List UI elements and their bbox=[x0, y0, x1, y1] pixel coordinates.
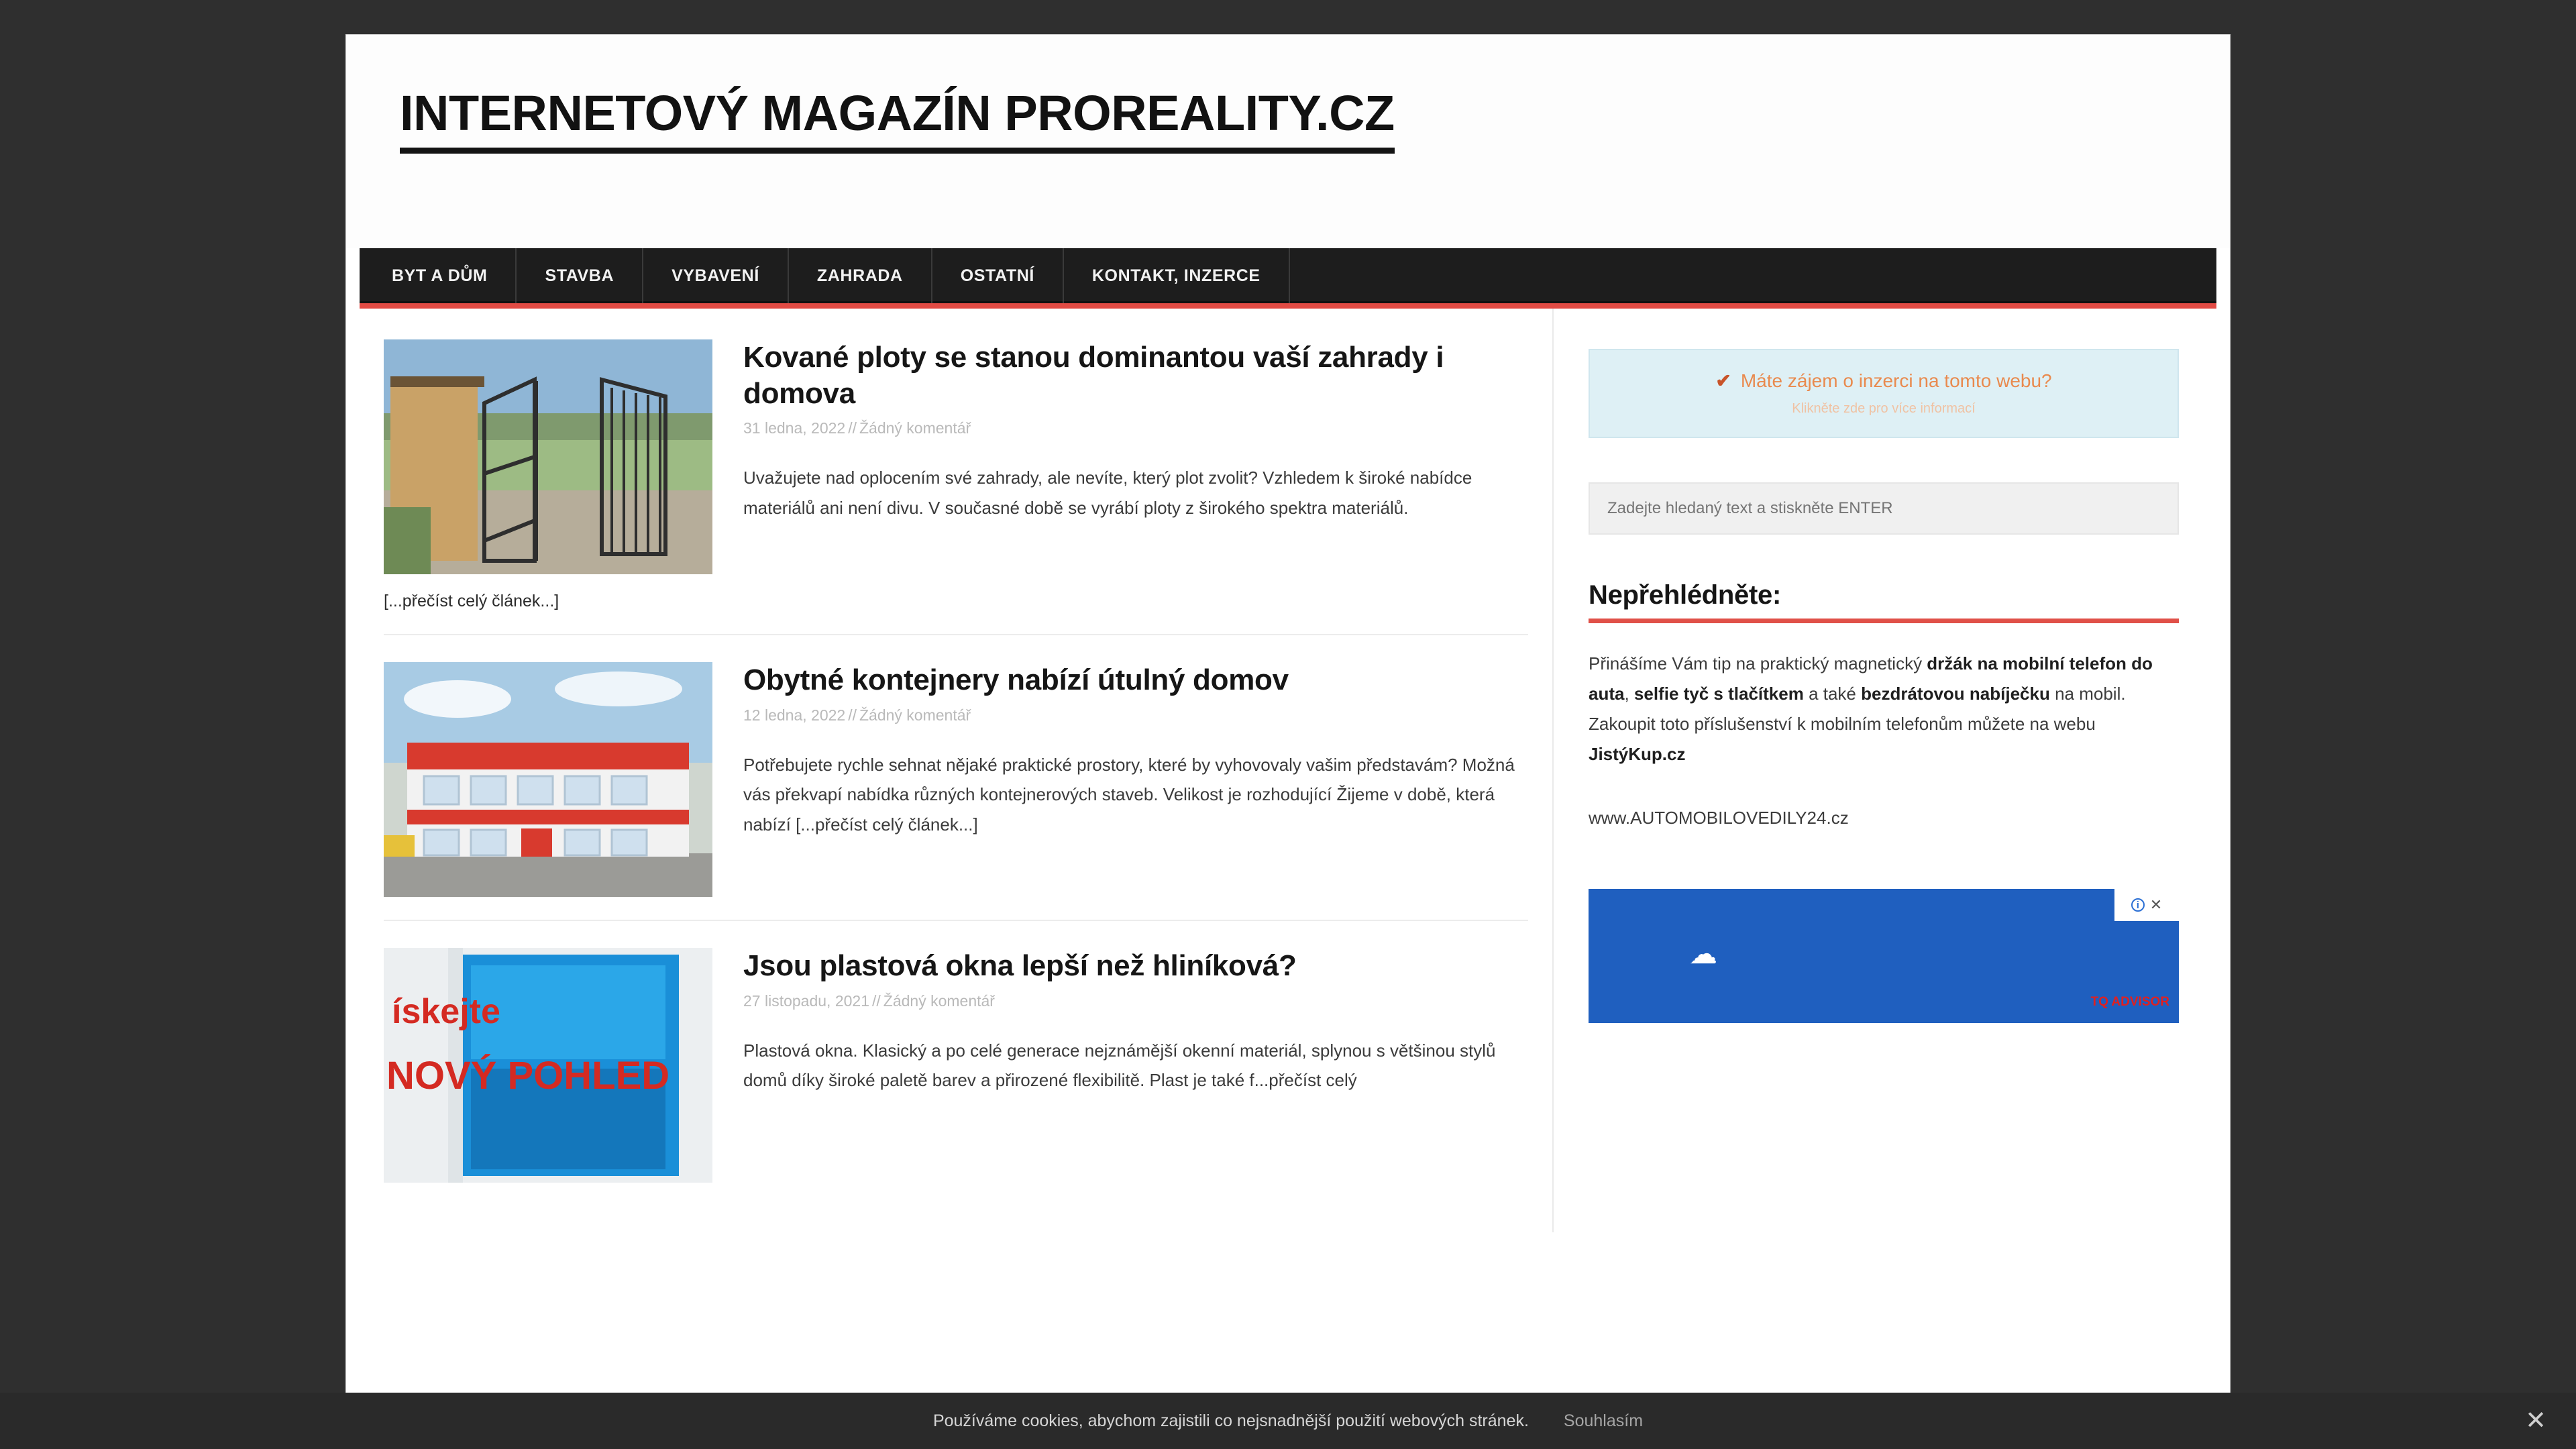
cookie-consent-bar bbox=[0, 1393, 2576, 1449]
article-meta bbox=[743, 992, 1528, 1010]
meta-separator: // bbox=[872, 991, 881, 1010]
article-thumb-column bbox=[384, 662, 712, 897]
article-excerpt: Plastová okna. Klasický a po celé generace nejznámější okenní materiál, splynou s většinou stylů domů díky široké paletě barev a přirozené flexibilitě. Plast je také f...přečíst celý bbox=[743, 1040, 1496, 1091]
read-more-link[interactable]: [...přečíst celý článek...] bbox=[796, 814, 978, 835]
article-title[interactable]: Jsou plastová okna lepší než hliníková? bbox=[743, 949, 1297, 982]
info-icon[interactable]: i bbox=[2131, 898, 2145, 912]
page-frame bbox=[346, 35, 2230, 1449]
nav-item-stavba[interactable]: STAVBA bbox=[517, 248, 643, 303]
ad-logo: TQ ADVISOR bbox=[2090, 994, 2169, 1009]
sidebar bbox=[1554, 309, 2203, 1023]
close-icon[interactable]: ✕ bbox=[2525, 1407, 2546, 1435]
article-date: 31 ledna, 2022 bbox=[743, 419, 846, 437]
content-row bbox=[346, 309, 2230, 1232]
article-title[interactable]: Kované ploty se stanou dominantou vaší zahrady i domova bbox=[743, 341, 1444, 410]
widget-text-strong: JistýKup.cz bbox=[1589, 744, 1686, 765]
widget-text-run: Přinášíme Vám tip na praktický magnetický bbox=[1589, 653, 1927, 674]
nav-item-byt-a-dum[interactable]: BYT A DŮM bbox=[360, 248, 517, 303]
article-title[interactable]: Obytné kontejnery nabízí útulný domov bbox=[743, 663, 1289, 696]
article-list bbox=[360, 309, 1554, 1232]
article-meta bbox=[743, 419, 1528, 437]
gate-photo-icon bbox=[384, 339, 712, 574]
nav-item-zahrada[interactable]: ZAHRADA bbox=[789, 248, 932, 303]
site-header bbox=[346, 35, 2230, 248]
ad-badge[interactable] bbox=[2114, 889, 2179, 921]
article-thumbnail-window-ad[interactable] bbox=[384, 948, 712, 1183]
widget-text-run: na mobil. Zakoupit toto příslušenství k mobilním telefonům můžete na webu bbox=[1589, 683, 2126, 735]
svg-text:NOVÝ POHLED: NOVÝ POHLED bbox=[386, 1054, 670, 1097]
widget-text-run: a také bbox=[1803, 683, 1862, 704]
site-title[interactable]: INTERNETOVÝ MAGAZÍN PROREALITY.CZ bbox=[400, 87, 1395, 154]
widget-external-link[interactable]: www.AUTOMOBILOVEDILY24.cz bbox=[1589, 807, 1849, 828]
article-excerpt: Uvažujete nad oplocením své zahrady, ale nevíte, který plot zvolit? Vzhledem k široké nabídce materiálů ani není divu. V současné době se vyrábí ploty z širokého spektra materiálů. bbox=[743, 468, 1472, 519]
article-excerpt bbox=[743, 750, 1528, 840]
article-body bbox=[743, 662, 1528, 897]
article-item bbox=[384, 339, 1528, 635]
check-icon: ✔ bbox=[1715, 370, 1731, 391]
widget-text-strong: selfie tyč s tlačítkem bbox=[1633, 683, 1804, 704]
window-banner-photo-icon bbox=[384, 948, 712, 1183]
article-thumb-column bbox=[384, 339, 712, 611]
cookie-message: Používáme cookies, abychom zajistili co nejsnadnější použití webových stránek. bbox=[932, 1411, 1529, 1430]
main-navigation bbox=[360, 248, 2216, 309]
read-more-link[interactable]: [...přečíst celý článek...] bbox=[384, 592, 559, 610]
cookie-accept-button[interactable]: Souhlasím bbox=[1563, 1411, 1644, 1430]
nav-item-vybaveni[interactable]: VYBAVENÍ bbox=[643, 248, 789, 303]
article-date: 27 listopadu, 2021 bbox=[743, 991, 869, 1010]
widget-text-strong: bezdrátovou nabíječku bbox=[1861, 683, 2050, 704]
article-date: 12 ledna, 2022 bbox=[743, 706, 846, 724]
article-comments[interactable]: Žádný komentář bbox=[859, 419, 971, 437]
article-meta bbox=[743, 706, 1528, 724]
search-input[interactable] bbox=[1589, 482, 2179, 535]
article-comments[interactable]: Žádný komentář bbox=[883, 991, 995, 1010]
article-thumb-column bbox=[384, 948, 712, 1183]
promo-headline: Máte zájem o inzerci na tomto webu? bbox=[1740, 370, 2052, 391]
article-thumbnail-container[interactable] bbox=[384, 662, 712, 897]
article-body bbox=[743, 948, 1528, 1183]
inzerce-promo-box[interactable] bbox=[1589, 349, 2179, 438]
nav-item-ostatni[interactable]: OSTATNÍ bbox=[932, 248, 1064, 303]
article-comments[interactable]: Žádný komentář bbox=[859, 706, 971, 724]
widget-text-run: , bbox=[1624, 683, 1634, 704]
cloud-icon: ☁ bbox=[1689, 937, 1717, 969]
container-building-photo-icon bbox=[384, 662, 712, 897]
meta-separator: // bbox=[848, 419, 857, 437]
widget-text-strong: držák na mobilní telefon do auta bbox=[1589, 653, 2153, 704]
widget-title-neprehlednete: Nepřehlédněte: bbox=[1589, 580, 2179, 623]
svg-text:ískejte: ískejte bbox=[392, 992, 500, 1031]
excerpt-text: Potřebujete rychle sehnat nějaké praktické prostory, které by vyhovovaly vašim představám? Možná vás překvapí nabídka různých kontejnerových staveb. Velikost je rozhodující Žijeme v době, která nabízí bbox=[743, 754, 1515, 835]
promo-headline-row bbox=[1613, 368, 2155, 394]
close-icon[interactable]: ✕ bbox=[2149, 896, 2163, 913]
article-item bbox=[384, 948, 1528, 1205]
widget-text bbox=[1589, 649, 2179, 770]
nav-item-kontakt-inzerce[interactable]: KONTAKT, INZERCE bbox=[1064, 248, 1290, 303]
article-body bbox=[743, 339, 1528, 611]
ad-banner[interactable] bbox=[1589, 889, 2179, 1023]
article-item bbox=[384, 662, 1528, 921]
meta-separator: // bbox=[848, 706, 857, 724]
promo-subline: Klikněte zde pro více informací bbox=[1792, 400, 1976, 416]
article-thumbnail-gate[interactable] bbox=[384, 339, 712, 574]
